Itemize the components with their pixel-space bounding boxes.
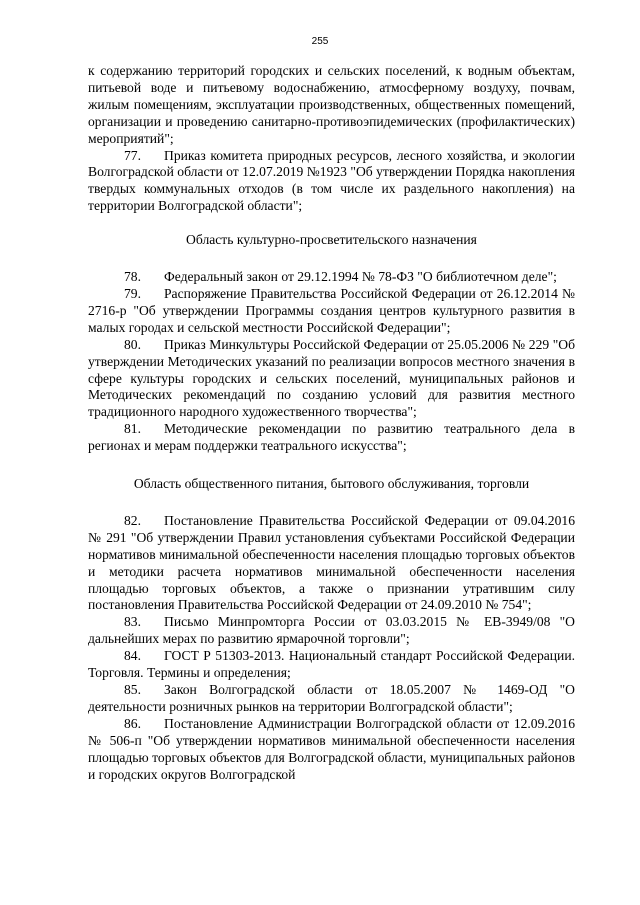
list-item-number: 81. [124, 421, 141, 437]
list-item [88, 286, 575, 337]
list-item-text: Приказ комитета природных ресурсов, лесного хозяйства, и экологии Волгоградской области от 12.07.2019 №1923 "Об утверждении Порядка накопления твердых коммунальных отходов (в том числе их раздельного накопления) на территории Волгоградской области"; [88, 147, 575, 214]
list-item-number: 80. [124, 336, 141, 352]
document-body [88, 63, 575, 783]
list-item-text: Постановление Администрации Волгоградской области от 12.09.2016 № 506-п "Об утверждении нормативов минимальной обеспеченности населения площадью торговых объектов для Волгоградской области, муниципальных районов и городских округов Волгоградской [88, 715, 575, 782]
list-item-text: Письмо Минпромторга России от 03.03.2015 № ЕВ-3949/08 "О дальнейших мерах по развитию ярмарочной торговли"; [88, 614, 575, 647]
section-heading-culture: Область культурно-просветительского назначения [186, 232, 477, 248]
list-item-text: Распоряжение Правительства Российской Федерации от 26.12.2014 № 2716-р "Об утверждении Программы создания центров культурного развития в малых городах и сельской местности Российской Федерации"; [88, 285, 575, 335]
list-item [88, 682, 575, 716]
page-number: 255 [311, 36, 329, 47]
list-item-number: 86. [124, 715, 141, 731]
list-item [88, 148, 575, 216]
list-item-number: 84. [124, 648, 141, 664]
list-item-text: Приказ Минкультуры Российской Федерации от 25.05.2006 № 229 "Об утверждении Методических указаний по реализации вопросов местного значения в сфере культуры городских и сельских поселений, муниципальных районов и Методических рекомендаций по созданию условий для развития местного традиционного народного художественного творчества"; [88, 336, 575, 420]
paragraph-continuation: к содержанию территорий городских и сельских поселений, к водным объектам, питьевой воде и питьевому водоснабжению, атмосферному воздуху, почвам, жилым помещениям, эксплуатации производственных, общественных помещений, организации и проведению санитарно-противоэпидемических (профилактических) мероприятий"; [88, 63, 575, 146]
list-item [88, 421, 575, 455]
list-item [88, 513, 575, 614]
list-item-number: 79. [124, 285, 141, 301]
list-section-c [88, 513, 575, 784]
list-item-number: 85. [124, 682, 141, 697]
list-item [88, 269, 575, 286]
list-item-number: 83. [124, 614, 141, 630]
list-item [88, 337, 575, 422]
list-section-b [88, 269, 575, 455]
list-item-text: Методические рекомендации по развитию театрального дела в регионах и мерам поддержки театрального искусства"; [88, 421, 575, 454]
list-item-text: Постановление Правительства Российской Федерации от 09.04.2016 № 291 "Об утверждении Правил установления субъектами Российской Федерации нормативов минимальной обеспеченности населения площадью торговых объектов и методики расчета нормативов минимальной обеспеченности населения площадью торговых объектов, а также о признании утратившим силу постановления Правительства Российской Федерации от 24.09.2010 № 754"; [88, 512, 575, 613]
list-item-text: ГОСТ Р 51303-2013. Национальный стандарт Российской Федерации. Торговля. Термины и определения; [88, 648, 575, 681]
section-heading-trade: Область общественного питания, бытового обслуживания, торговли [133, 476, 530, 492]
list-section-a [88, 148, 575, 216]
list-item [88, 614, 575, 648]
list-item-text: Закон Волгоградской области от 18.05.2007 № 1469-ОД "О деятельности розничных рынков на территории Волгоградской области"; [88, 682, 575, 714]
list-item [88, 648, 575, 682]
list-item-text: Федеральный закон от 29.12.1994 № 78-ФЗ "О библиотечном деле"; [164, 269, 557, 285]
list-item [88, 716, 575, 784]
list-item-number: 77. [124, 147, 141, 163]
list-item-number: 82. [124, 512, 141, 528]
list-item-number: 78. [124, 269, 141, 285]
